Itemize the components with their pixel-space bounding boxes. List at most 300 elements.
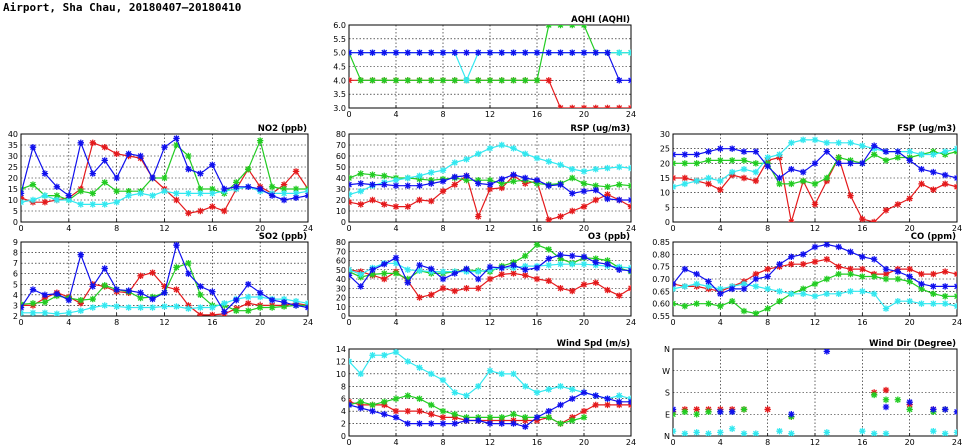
data-point-red: [812, 259, 818, 265]
y-tick-label: 80: [335, 130, 346, 139]
data-point-green: [871, 273, 877, 279]
data-point-green: [428, 77, 434, 83]
data-point-blue: [534, 414, 540, 420]
data-point-green: [102, 179, 108, 185]
data-point-cyan: [30, 197, 36, 203]
data-point-green: [440, 408, 446, 414]
y-tick-label: 30: [335, 284, 346, 294]
data-point-cyan: [416, 173, 422, 179]
data-point-blue: [221, 186, 227, 192]
x-tick-label: 8: [440, 224, 446, 233]
data-point-blue: [393, 49, 399, 55]
data-point-green: [173, 264, 179, 270]
data-point-blue: [475, 276, 481, 282]
data-point-green: [776, 181, 782, 187]
data-point-blue: [569, 190, 575, 196]
data-point-blue: [628, 399, 634, 405]
data-point-blue: [788, 166, 794, 172]
data-point-blue: [209, 288, 215, 294]
data-point-blue: [440, 276, 446, 282]
data-point-blue: [90, 170, 96, 176]
x-tick-label: 0: [670, 318, 676, 327]
data-point-red: [569, 288, 575, 294]
data-point-blue: [113, 175, 119, 181]
x-tick-label: 24: [302, 224, 314, 233]
data-point-green: [693, 160, 699, 166]
data-point-red: [475, 285, 481, 291]
data-point-blue: [102, 265, 108, 271]
data-point-cyan: [209, 304, 215, 310]
y-tick-label: 25: [659, 144, 670, 154]
data-point-blue: [800, 169, 806, 175]
data-point-red: [358, 201, 364, 207]
y-tick-label: 10: [659, 188, 670, 198]
data-point-blue: [717, 409, 723, 415]
chart-panel-so2: [13, 232, 313, 327]
data-point-red: [173, 286, 179, 292]
data-point-red: [440, 285, 446, 291]
data-point-blue: [895, 148, 901, 154]
data-point-cyan: [30, 310, 36, 316]
y-tick-label: 4: [12, 290, 18, 300]
data-point-cyan: [705, 430, 711, 436]
y-tick-label: N: [664, 432, 670, 441]
data-point-blue: [42, 292, 48, 298]
data-point-blue: [269, 297, 275, 303]
data-point-cyan: [569, 386, 575, 392]
data-point-blue: [670, 151, 676, 157]
data-point-green: [569, 175, 575, 181]
x-tick-label: 20: [578, 224, 590, 233]
data-point-green: [670, 160, 676, 166]
y-tick-label: 60: [335, 256, 346, 266]
y-tick-label: 0.55: [652, 312, 670, 321]
data-point-red: [705, 181, 711, 187]
data-point-blue: [66, 297, 72, 303]
data-point-cyan: [569, 166, 575, 172]
x-tick-label: 4: [393, 438, 399, 447]
data-point-cyan: [942, 148, 948, 154]
y-tick-label: 0.65: [652, 287, 670, 297]
data-point-red: [149, 269, 155, 275]
data-point-green: [546, 246, 552, 252]
data-point-cyan: [54, 197, 60, 203]
data-point-red: [764, 406, 770, 412]
data-point-cyan: [557, 162, 563, 168]
y-tick-label: 7: [12, 259, 18, 269]
data-point-green: [161, 175, 167, 181]
data-point-blue: [847, 160, 853, 166]
y-tick-label: W: [662, 366, 670, 376]
data-point-cyan: [717, 429, 723, 435]
data-point-green: [452, 77, 458, 83]
x-tick-label: 8: [765, 438, 771, 447]
data-point-blue: [522, 423, 528, 429]
x-tick-label: 12: [809, 318, 821, 327]
data-point-cyan: [859, 288, 865, 294]
x-tick-label: 16: [207, 318, 218, 327]
data-point-green: [475, 77, 481, 83]
data-point-cyan: [452, 159, 458, 165]
y-tick-label: 0.60: [652, 299, 670, 309]
x-tick-label: 12: [809, 224, 821, 233]
x-tick-label: 24: [951, 438, 963, 447]
data-point-cyan: [463, 77, 469, 83]
data-point-green: [405, 77, 411, 83]
data-point-red: [546, 278, 552, 284]
data-point-green: [381, 173, 387, 179]
data-point-blue: [233, 184, 239, 190]
data-point-cyan: [209, 190, 215, 196]
x-tick-label: 20: [255, 224, 266, 233]
data-point-blue: [753, 148, 759, 154]
data-point-green: [534, 242, 540, 248]
x-tick-label: 0: [670, 224, 676, 233]
data-point-blue: [440, 178, 446, 184]
data-point-blue: [717, 291, 723, 297]
data-point-blue: [369, 408, 375, 414]
data-point-red: [381, 276, 387, 282]
data-point-green: [741, 157, 747, 163]
x-tick-label: 16: [857, 318, 868, 327]
data-point-blue: [569, 49, 575, 55]
data-point-cyan: [487, 145, 493, 151]
data-point-cyan: [440, 167, 446, 173]
data-point-red: [197, 208, 203, 214]
data-point-blue: [369, 49, 375, 55]
data-point-green: [871, 151, 877, 157]
data-point-blue: [616, 77, 622, 83]
data-point-cyan: [557, 261, 563, 267]
data-point-blue: [499, 49, 505, 55]
data-point-green: [510, 77, 516, 83]
y-tick-label: 30: [335, 185, 346, 194]
y-tick-label: 20: [335, 196, 346, 205]
data-point-green: [693, 300, 699, 306]
data-point-blue: [358, 49, 364, 55]
data-point-cyan: [859, 143, 865, 149]
y-tick-label: N: [664, 345, 670, 354]
data-point-cyan: [113, 199, 119, 205]
y-tick-label: 5.0: [333, 48, 346, 58]
data-point-cyan: [245, 294, 251, 300]
data-point-green: [197, 292, 203, 298]
data-point-blue: [257, 290, 263, 296]
data-point-green: [522, 77, 528, 83]
data-point-green: [358, 77, 364, 83]
data-point-green: [883, 397, 889, 403]
data-point-red: [557, 213, 563, 219]
data-point-blue: [281, 299, 287, 305]
x-tick-label: 4: [393, 318, 399, 327]
data-point-cyan: [221, 300, 227, 306]
data-point-blue: [18, 190, 24, 196]
chart-panel-no2: [8, 124, 313, 233]
data-point-green: [682, 160, 688, 166]
data-point-red: [221, 208, 227, 214]
x-tick-label: 8: [765, 224, 771, 233]
x-tick-label: 8: [440, 438, 446, 447]
x-tick-label: 8: [440, 318, 446, 327]
data-point-red: [906, 195, 912, 201]
x-tick-label: 20: [578, 318, 590, 327]
data-point-green: [906, 406, 912, 412]
data-point-blue: [954, 409, 960, 415]
data-point-green: [381, 77, 387, 83]
data-point-cyan: [557, 383, 563, 389]
data-point-green: [90, 296, 96, 302]
data-point-blue: [546, 49, 552, 55]
y-tick-label: 15: [659, 174, 670, 183]
data-point-green: [871, 392, 877, 398]
data-point-green: [717, 157, 723, 163]
panel-title: Wind Dir (Degree): [869, 339, 956, 349]
data-point-green: [628, 183, 634, 189]
data-point-blue: [245, 281, 251, 287]
data-point-cyan: [137, 304, 143, 310]
data-point-blue: [487, 420, 493, 426]
data-point-blue: [416, 183, 422, 189]
data-point-blue: [557, 402, 563, 408]
data-point-green: [269, 304, 275, 310]
data-point-cyan: [161, 188, 167, 194]
data-point-green: [557, 22, 563, 28]
x-tick-label: 4: [66, 318, 72, 327]
y-tick-label: 0: [340, 218, 346, 227]
x-tick-label: 0: [18, 224, 24, 233]
data-point-cyan: [149, 304, 155, 310]
data-point-blue: [185, 271, 191, 277]
data-point-blue: [358, 180, 364, 186]
y-tick-label: 30: [7, 152, 18, 161]
data-point-blue: [510, 172, 516, 178]
data-point-cyan: [918, 300, 924, 306]
data-point-red: [942, 181, 948, 187]
data-point-cyan: [416, 364, 422, 370]
data-point-green: [393, 77, 399, 83]
data-point-red: [369, 197, 375, 203]
data-point-blue: [125, 287, 131, 293]
data-point-blue: [475, 49, 481, 55]
y-tick-label: 2: [12, 312, 18, 321]
data-point-cyan: [546, 386, 552, 392]
x-tick-label: 24: [625, 110, 637, 119]
y-tick-label: S: [664, 388, 670, 398]
y-tick-label: 0: [664, 218, 670, 227]
data-point-blue: [428, 180, 434, 186]
data-point-blue: [197, 283, 203, 289]
data-point-red: [522, 272, 528, 278]
data-point-blue: [305, 192, 311, 198]
x-tick-label: 12: [484, 110, 496, 119]
data-point-green: [942, 293, 948, 299]
data-point-cyan: [161, 303, 167, 309]
data-point-red: [764, 266, 770, 272]
x-tick-label: 0: [346, 224, 352, 233]
data-point-green: [753, 160, 759, 166]
data-point-cyan: [569, 261, 575, 267]
data-point-cyan: [682, 430, 688, 436]
plot-area: [346, 349, 634, 430]
data-point-green: [741, 406, 747, 412]
data-point-red: [847, 192, 853, 198]
data-point-red: [942, 268, 948, 274]
data-point-blue: [510, 49, 516, 55]
data-point-red: [895, 201, 901, 207]
data-point-cyan: [824, 140, 830, 146]
data-point-blue: [463, 173, 469, 179]
y-tick-label: 6: [340, 394, 346, 404]
x-tick-label: 12: [159, 224, 170, 233]
data-point-green: [581, 180, 587, 186]
data-point-red: [682, 175, 688, 181]
y-tick-label: 6.0: [333, 21, 346, 30]
data-point-cyan: [788, 140, 794, 146]
data-point-cyan: [930, 151, 936, 157]
panel-title: RSP (ug/m3): [570, 124, 630, 134]
data-point-cyan: [173, 190, 179, 196]
y-tick-label: 60: [335, 152, 346, 161]
data-point-green: [546, 22, 552, 28]
data-point-cyan: [405, 358, 411, 364]
data-point-cyan: [440, 377, 446, 383]
data-point-cyan: [753, 283, 759, 289]
x-tick-label: 16: [531, 110, 543, 119]
y-tick-label: 6: [12, 269, 18, 279]
data-point-cyan: [847, 140, 853, 146]
data-point-blue: [717, 145, 723, 151]
x-tick-label: 20: [255, 318, 266, 327]
data-point-cyan: [369, 352, 375, 358]
data-point-blue: [522, 175, 528, 181]
data-point-green: [102, 282, 108, 288]
data-point-blue: [510, 262, 516, 268]
data-point-blue: [593, 392, 599, 398]
data-point-cyan: [604, 165, 610, 171]
data-point-blue: [440, 49, 446, 55]
data-point-red: [534, 276, 540, 282]
y-tick-label: 5: [664, 203, 670, 213]
data-point-green: [522, 414, 528, 420]
data-point-blue: [487, 181, 493, 187]
data-point-cyan: [906, 298, 912, 304]
data-point-cyan: [197, 304, 203, 310]
data-point-green: [835, 154, 841, 160]
data-point-blue: [173, 242, 179, 248]
data-point-green: [895, 276, 901, 282]
data-point-cyan: [741, 430, 747, 436]
data-point-red: [604, 105, 610, 111]
data-point-blue: [405, 280, 411, 286]
y-tick-label: 40: [335, 174, 346, 183]
y-tick-label: 0: [340, 312, 346, 321]
data-point-green: [78, 297, 84, 303]
y-tick-label: 14: [335, 345, 346, 354]
data-point-blue: [54, 184, 60, 190]
data-point-green: [883, 276, 889, 282]
data-point-blue: [18, 304, 24, 310]
y-tick-label: 3: [12, 301, 18, 311]
data-point-cyan: [358, 371, 364, 377]
x-tick-label: 12: [484, 224, 496, 233]
y-tick-label: 10: [335, 369, 346, 379]
chart-panel-wspd: [336, 339, 636, 447]
data-point-cyan: [693, 281, 699, 287]
data-point-blue: [452, 174, 458, 180]
data-point-red: [954, 184, 960, 190]
data-point-red: [569, 105, 575, 111]
data-point-cyan: [776, 151, 782, 157]
y-tick-label: 30: [659, 130, 670, 139]
data-point-blue: [918, 281, 924, 287]
data-point-blue: [381, 261, 387, 267]
data-point-blue: [812, 160, 818, 166]
y-tick-label: 8: [12, 248, 18, 258]
data-point-cyan: [393, 349, 399, 355]
data-point-blue: [257, 186, 263, 192]
data-point-green: [416, 396, 422, 402]
data-point-cyan: [78, 308, 84, 314]
data-point-green: [682, 409, 688, 415]
data-point-cyan: [149, 192, 155, 198]
x-tick-label: 4: [717, 438, 723, 447]
data-point-blue: [428, 420, 434, 426]
data-point-blue: [729, 409, 735, 415]
data-point-cyan: [628, 49, 634, 55]
x-tick-label: 8: [440, 110, 446, 119]
data-point-blue: [569, 396, 575, 402]
data-point-green: [358, 399, 364, 405]
data-point-blue: [269, 192, 275, 198]
data-point-cyan: [930, 428, 936, 434]
data-point-cyan: [197, 190, 203, 196]
data-point-blue: [593, 259, 599, 265]
data-point-blue: [54, 291, 60, 297]
data-point-blue: [346, 181, 352, 187]
data-point-cyan: [593, 166, 599, 172]
data-point-red: [90, 140, 96, 146]
data-point-red: [616, 105, 622, 111]
data-point-red: [209, 203, 215, 209]
data-point-blue: [682, 151, 688, 157]
data-point-green: [546, 414, 552, 420]
data-point-cyan: [800, 137, 806, 143]
data-point-blue: [346, 272, 352, 278]
data-point-blue: [305, 304, 311, 310]
data-point-red: [883, 207, 889, 213]
data-point-blue: [812, 244, 818, 250]
data-point-red: [569, 208, 575, 214]
chart-panel-fsp: [660, 124, 962, 233]
data-point-cyan: [954, 429, 960, 435]
y-tick-label: 50: [335, 163, 346, 172]
data-point-green: [753, 310, 759, 316]
data-point-green: [705, 409, 711, 415]
data-point-cyan: [405, 267, 411, 273]
data-point-red: [346, 199, 352, 205]
data-point-cyan: [906, 148, 912, 154]
data-point-green: [800, 178, 806, 184]
data-point-red: [510, 270, 516, 276]
x-tick-label: 20: [904, 438, 915, 447]
data-point-blue: [942, 283, 948, 289]
data-point-green: [369, 172, 375, 178]
data-point-green: [358, 170, 364, 176]
y-tick-label: 4.0: [333, 76, 346, 86]
data-point-red: [293, 168, 299, 174]
data-point-red: [593, 105, 599, 111]
data-point-cyan: [487, 368, 493, 374]
